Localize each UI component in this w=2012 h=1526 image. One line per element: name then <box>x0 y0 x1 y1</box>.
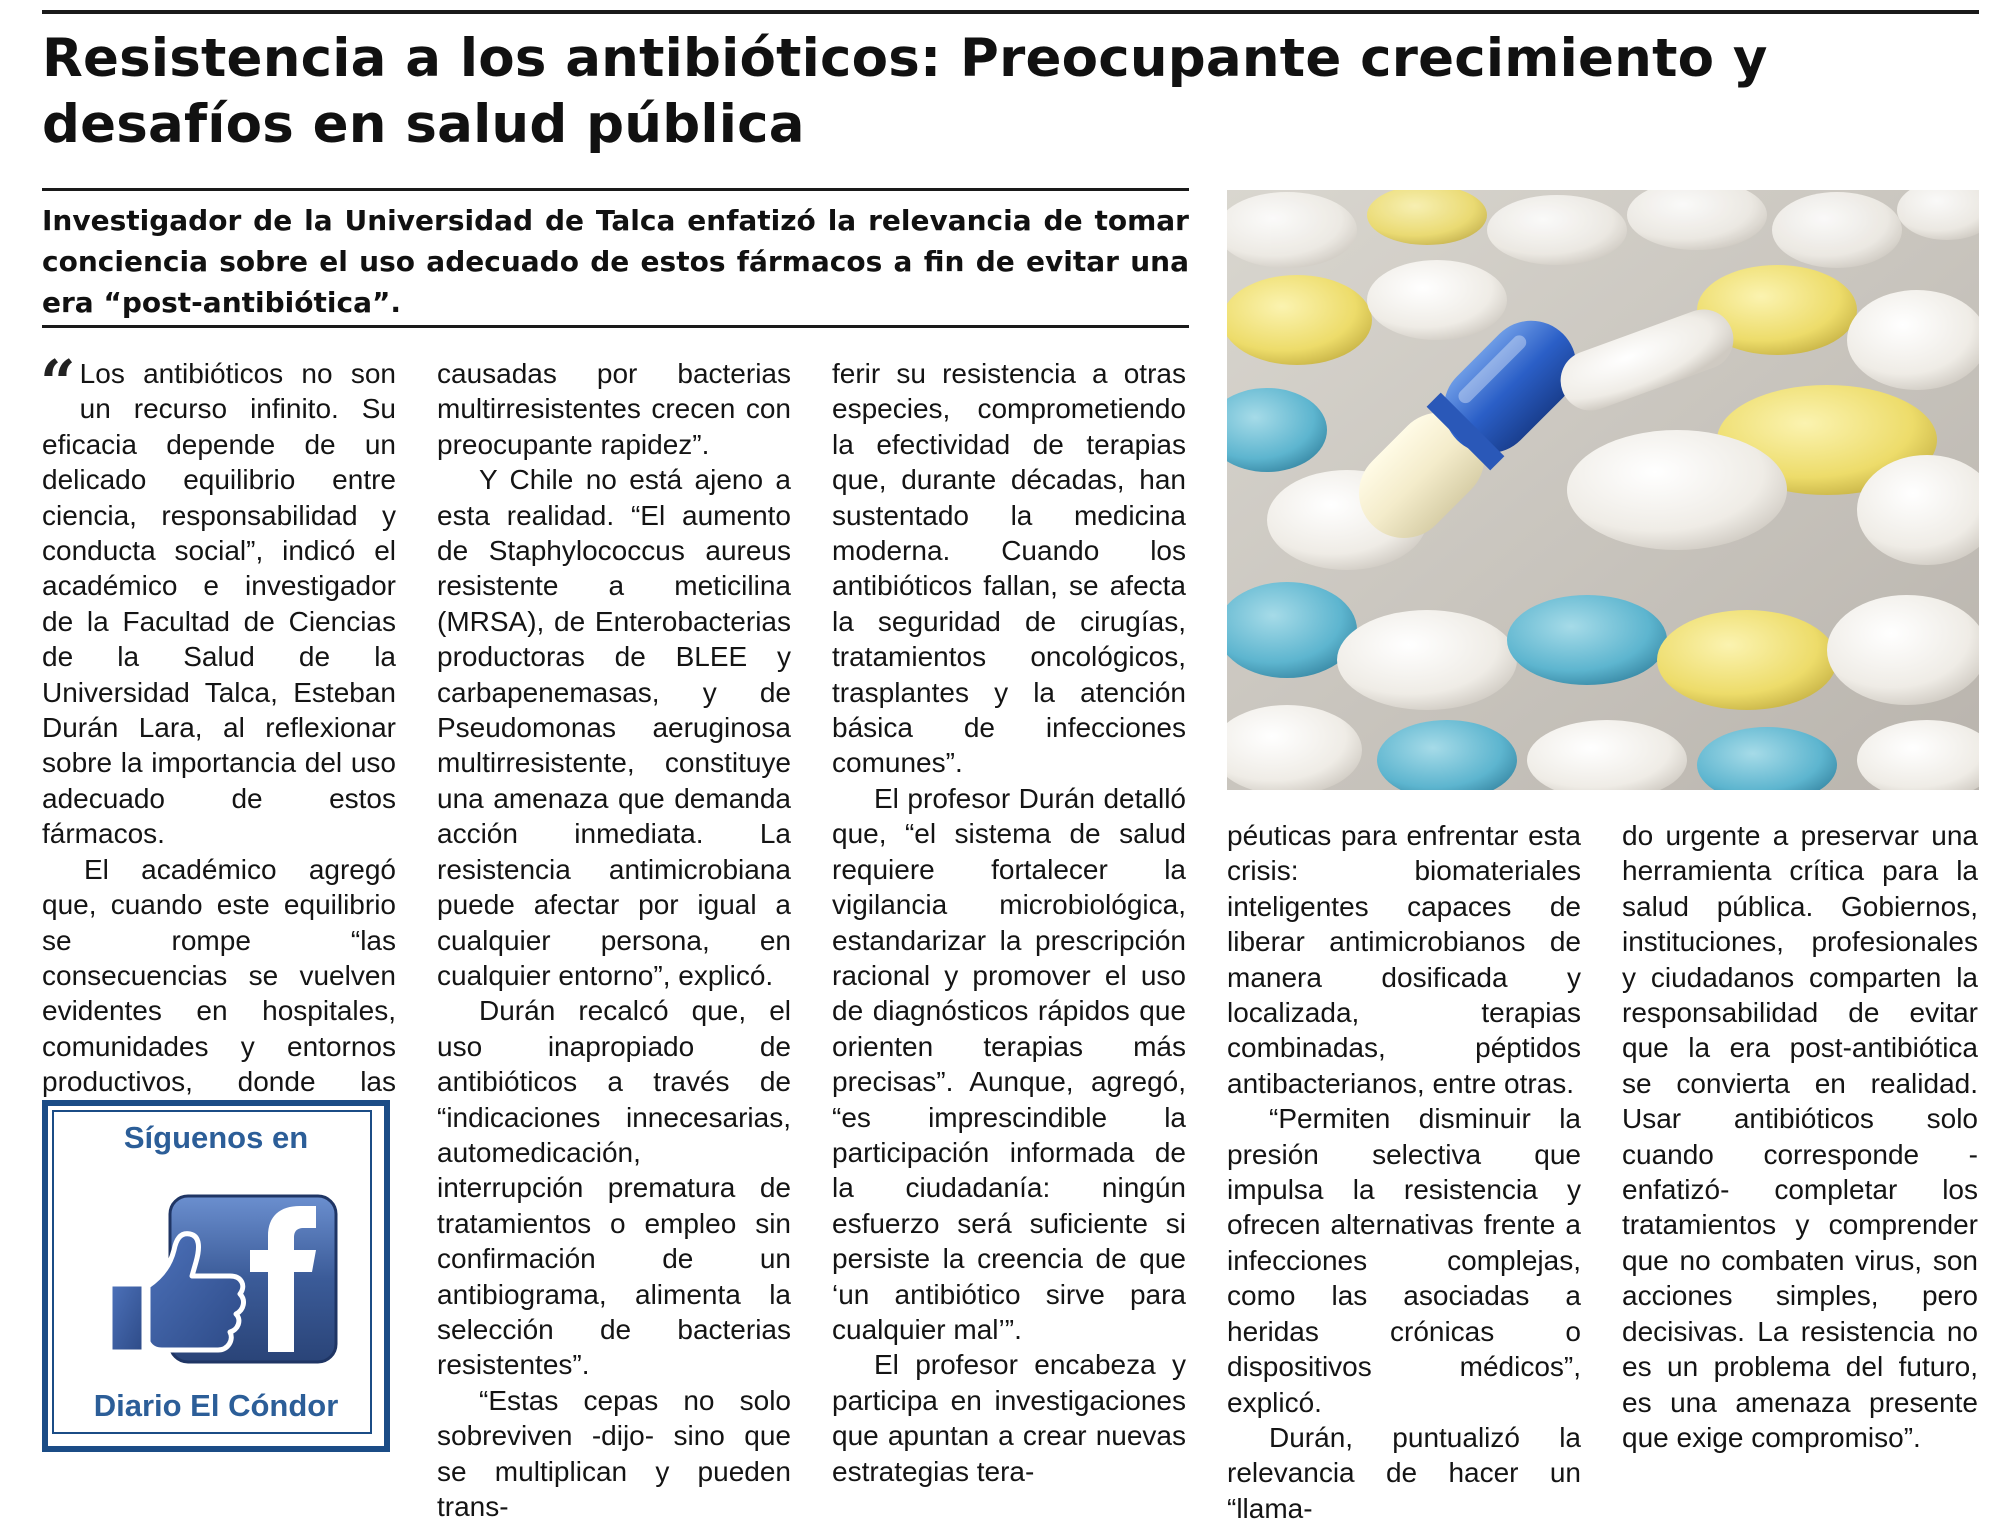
article-column-3 <box>832 356 1186 1489</box>
deck-top-rule <box>42 188 1189 191</box>
deck-bottom-rule <box>42 325 1189 328</box>
paragraph <box>40 346 396 852</box>
article-column-1 <box>40 346 396 1135</box>
paragraph: “Estas cepas no solo sobreviven -dijo- sino que se multiplican y pueden trans- <box>437 1384 791 1522</box>
paragraph: ferir su resistencia a otras especies, comprometiendo la efectividad de terapias que, durante décadas, han sustentado la medicina moderna. Cuando los antibióticos fallan, se afecta la seguridad de cirugías, tratamientos oncológicos, trasplantes y la atención básica de infecciones comunes”. <box>832 358 1186 779</box>
paragraph: Y Chile no está ajeno a esta realidad. “El aumento de Staphylococcus aureus resistente a meticilina (MRSA), de Enterobacterias productoras de BLEE y carbapenemasas, y de Pseudomonas aeruginosa multirresistente, constituye una amenaza que demanda acción inmediata. La resistencia antimicrobiana puede afectar por igual a cualquier persona, en cualquier entorno”, explicó. <box>437 464 791 991</box>
brand-label: Diario El Cóndor <box>93 1388 339 1423</box>
article-column-2 <box>437 356 791 1524</box>
paragraph: do urgente a preservar una herramienta crítica para la salud pública. Gobiernos, instituciones, profesionales y ciudadanos comparten la responsabilidad de evitar que la era post-antibiótica se convierta en realidad. Usar antibióticos solo cuando corresponde -enfatizó- completar los tratamientos y comprender que no combaten virus, son acciones simples, pero decisivas. La resistencia no es un problema del futuro, es una amenaza presente que exige compromiso”. <box>1622 820 1978 1453</box>
article-column-5 <box>1622 818 1978 1455</box>
paragraph-text: Los antibióticos no son un recurso infinito. Su eficacia depende de un delicado equilibrio entre ciencia, responsabilidad y conducta social”, indicó el académico e investigador de la Facultad de Ciencias de la Salud de la Universidad Talca, Esteban Durán Lara, al reflexionar sobre la importancia del uso adecuado de estos fármacos. <box>42 358 396 850</box>
paragraph: “Permiten disminuir la presión selectiva que impulsa la resistencia y ofrecen alternativas frente a infecciones complejas, como las asociadas a heridas crónicas o dispositivos médicos”, explicó. <box>1227 1103 1581 1418</box>
pills-photo <box>1227 190 1979 790</box>
paragraph: péuticas para enfrentar esta crisis: biomateriales inteligentes capaces de liberar antimicrobianos de manera dosificada y localizada, terapias combinadas, péptidos antibacterianos, entre otras. <box>1227 820 1581 1099</box>
social-follow-box[interactable] <box>42 1100 390 1452</box>
follow-label: Síguenos en <box>123 1120 309 1155</box>
article-column-4 <box>1227 818 1581 1526</box>
top-rule <box>42 10 1979 14</box>
opening-quote-mark: “ <box>40 346 76 419</box>
paragraph: Durán, puntualizó la relevancia de hacer un “llama- <box>1227 1421 1581 1524</box>
paragraph: El profesor encabeza y participa en investigaciones que apuntan a crear nuevas estrategias tera- <box>832 1349 1186 1487</box>
pills-illustration <box>1227 190 1979 790</box>
paragraph: El académico agregó que, cuando este equilibrio se rompe “las consecuencias se vuelven evidentes en hospitales, comunidades y entornos productivos, donde las <box>42 853 396 1098</box>
facebook-thumbs-up-icon[interactable] <box>100 1192 340 1372</box>
paragraph: causadas por bacterias multirresistentes crecen con preocupante rapidez”. <box>437 358 791 460</box>
paragraph: Durán recalcó que, el uso inapropiado de antibióticos a través de “indicaciones innecesarias, automedicación, interrupción prematura de tratamientos o empleo sin confirmación de un antibiograma, alimenta la selección de bacterias resistentes”. <box>437 995 791 1381</box>
deck-subtitle: Investigador de la Universidad de Talca enfatizó la relevancia de tomar conciencia sobre el uso adecuado de estos fármacos a fin de evitar una era “post-antibiótica”. <box>42 204 1189 319</box>
paragraph: El profesor Durán detalló que, “el sistema de salud requiere fortalecer la vigilancia microbiológica, estandarizar la prescripción racional y promover el uso de diagnósticos rápidos que orienten terapias más precisas”. Aunque, agregó, “es imprescindible la participación informada de la ciudadanía: ningún esfuerzo será suficiente si persiste la creencia de que ‘un antibiótico sirve para cualquier mal’”. <box>832 782 1186 1345</box>
headline: Resistencia a los antibióticos: Preocupante crecimiento y desafíos en salud pública <box>42 28 1768 155</box>
